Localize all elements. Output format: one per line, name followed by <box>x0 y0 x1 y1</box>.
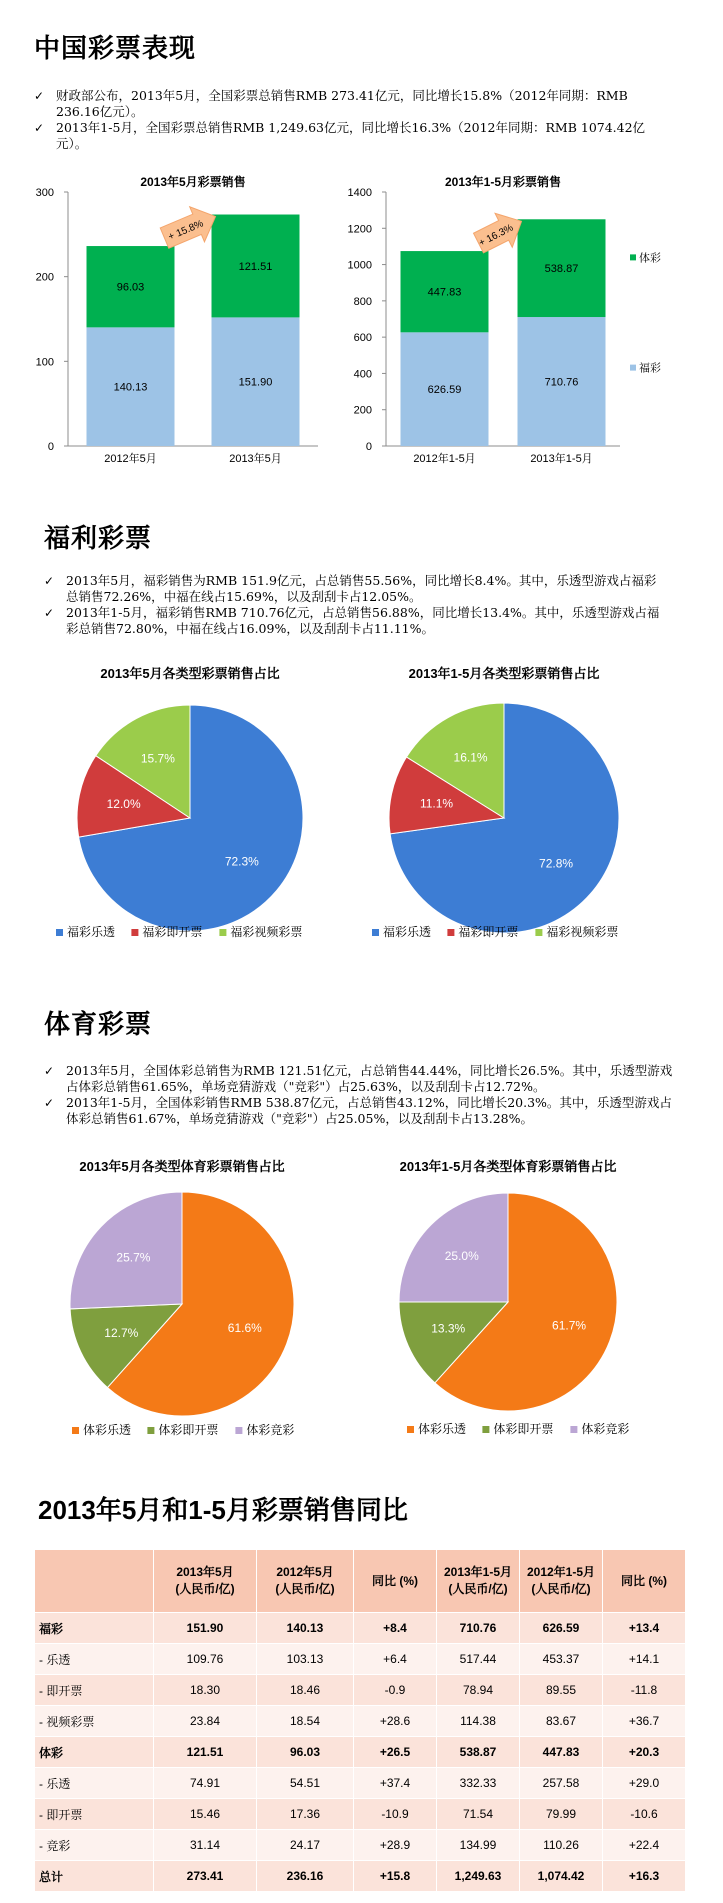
table-cell: +14.1 <box>603 1644 686 1675</box>
bar-chart-may <box>34 162 334 480</box>
table-cell: 538.87 <box>437 1737 520 1768</box>
table-cell: +20.3 <box>603 1737 686 1768</box>
legend-label: 福彩视频彩票 <box>230 925 303 939</box>
table-cell: 1,074.42 <box>520 1861 603 1892</box>
check-icon: ✓ <box>34 89 45 103</box>
welfare-title: 福利彩票 <box>44 523 153 553</box>
y-tick-label: 0 <box>47 441 54 453</box>
table-cell: 54.51 <box>257 1768 354 1799</box>
growth-label: + 16.3% <box>477 222 516 250</box>
row-label: 体彩 <box>35 1737 154 1768</box>
data-label: 121.51 <box>238 260 273 273</box>
table-cell: 236.16 <box>257 1861 354 1892</box>
table-cell: 453.37 <box>520 1644 603 1675</box>
x-tick-label: 2012年1-5月 <box>413 453 476 465</box>
pie-chart-welfare-ytd <box>360 662 680 962</box>
y-tick-label: 400 <box>353 368 372 381</box>
table-cell: 517.44 <box>437 1644 520 1675</box>
table-cell: +36.7 <box>603 1706 686 1737</box>
table-cell: +28.6 <box>354 1706 437 1737</box>
table-header-cell: 同比 (%) <box>354 1550 437 1613</box>
y-tick-label: 300 <box>35 187 54 199</box>
bullet-text: 2013年5月，福彩销售为RMB 151.9亿元，占总销售55.56%，同比增长8.4%。其中，乐透型游戏占福彩总销售72.26%，中福在线占15.69%，以及刮刮卡占12.05%。 <box>66 573 657 604</box>
data-label: 13.3% <box>431 1321 466 1336</box>
legend-swatch <box>72 1427 79 1434</box>
legend-label: 体彩竞彩 <box>246 1423 295 1437</box>
table-cell: 83.67 <box>520 1706 603 1737</box>
table-cell: 134.99 <box>437 1830 520 1861</box>
table-cell: 24.17 <box>257 1830 354 1861</box>
table-cell: 78.94 <box>437 1675 520 1706</box>
data-label: 15.7% <box>140 751 175 766</box>
bar-chart-ytd <box>340 162 685 480</box>
data-label: 25.0% <box>444 1248 479 1263</box>
table-header-row <box>35 1550 686 1613</box>
table-cell: -0.9 <box>354 1675 437 1706</box>
table-cell: 89.55 <box>520 1675 603 1706</box>
row-label: - 乐透 <box>35 1644 154 1675</box>
bullet-text: 财政部公布，2013年5月，全国彩票总销售RMB 273.41亿元，同比增长15.8%（2012年同期：RMB 236.16亿元）。 <box>56 88 628 119</box>
check-icon: ✓ <box>44 606 55 620</box>
table-row <box>35 1830 686 1861</box>
y-tick-label: 200 <box>353 404 372 417</box>
legend-label: 体彩 <box>639 252 661 265</box>
legend-swatch <box>630 254 636 260</box>
y-tick-label: 200 <box>35 271 54 284</box>
overview-bullets <box>34 88 674 152</box>
pie-chart-sports-ytd <box>370 1155 690 1450</box>
legend-swatch <box>235 1427 242 1434</box>
row-label: - 即开票 <box>35 1799 154 1830</box>
table-cell: 110.26 <box>520 1830 603 1861</box>
legend-label: 体彩乐透 <box>418 1422 467 1436</box>
pie-chart-sports-may <box>44 1155 354 1450</box>
row-label: - 视频彩票 <box>35 1706 154 1737</box>
bullet-item <box>44 605 664 637</box>
table-cell: 114.38 <box>437 1706 520 1737</box>
data-label: 140.13 <box>113 381 148 394</box>
data-label: 538.87 <box>544 263 579 276</box>
overview-title: 中国彩票表现 <box>34 33 197 63</box>
bullet-text: 2013年5月，全国体彩总销售为RMB 121.51亿元，占总销售44.44%，同比增长26.5%。其中，乐透型游戏占体彩总销售61.65%，单场竞猜游戏（"竞彩"）占25.63%，以及刮刮卡占12.72%。 <box>66 1063 673 1094</box>
chart-title: 2013年1-5月各类型体育彩票销售占比 <box>399 1159 617 1174</box>
row-label: - 即开票 <box>35 1675 154 1706</box>
data-label: 710.76 <box>544 376 579 389</box>
row-label: 福彩 <box>35 1613 154 1644</box>
growth-label: + 15.8% <box>166 218 206 243</box>
table-header-cell: 2013年5月 (人民币/亿) <box>154 1550 257 1613</box>
bullet-item <box>44 1095 674 1127</box>
table-cell: +6.4 <box>354 1644 437 1675</box>
data-label: 151.90 <box>238 376 273 389</box>
check-icon: ✓ <box>44 1064 55 1078</box>
data-label: 16.1% <box>453 750 488 765</box>
row-label: 总计 <box>35 1861 154 1892</box>
chart-title: 2013年1-5月彩票销售 <box>444 175 562 189</box>
table-header-cell: 2012年5月 (人民币/亿) <box>257 1550 354 1613</box>
table-cell: 71.54 <box>437 1799 520 1830</box>
table-cell: 257.58 <box>520 1768 603 1799</box>
legend-label: 福彩视频彩票 <box>546 925 619 939</box>
chart-title: 2013年5月各类型彩票销售占比 <box>100 666 280 681</box>
sports-title: 体育彩票 <box>44 1009 153 1039</box>
legend-swatch <box>570 1426 577 1433</box>
legend-label: 福彩乐透 <box>383 925 432 939</box>
chart-title: 2013年1-5月各类型彩票销售占比 <box>408 666 600 681</box>
table-cell: 447.83 <box>520 1737 603 1768</box>
data-label: 72.8% <box>539 856 574 871</box>
x-tick-label: 2013年1-5月 <box>530 453 593 465</box>
table-cell: 74.91 <box>154 1768 257 1799</box>
bullet-item <box>44 1063 674 1095</box>
table-title: 2013年5月和1-5月彩票销售同比 <box>38 1495 408 1525</box>
y-tick-label: 100 <box>35 356 54 369</box>
table-cell: 140.13 <box>257 1613 354 1644</box>
table-header-cell: 2012年1-5月 (人民币/亿) <box>520 1550 603 1613</box>
x-tick-label: 2012年5月 <box>104 453 157 465</box>
table-header-cell: 2013年1-5月 (人民币/亿) <box>437 1550 520 1613</box>
table-cell: -10.9 <box>354 1799 437 1830</box>
table-cell: 96.03 <box>257 1737 354 1768</box>
table-row <box>35 1799 686 1830</box>
table-cell: 626.59 <box>520 1613 603 1644</box>
data-label: 61.6% <box>227 1320 262 1335</box>
legend-swatch <box>56 929 63 936</box>
table-cell: 17.36 <box>257 1799 354 1830</box>
legend-swatch <box>482 1426 489 1433</box>
legend-swatch <box>372 929 379 936</box>
table-cell: +22.4 <box>603 1830 686 1861</box>
table-cell: +28.9 <box>354 1830 437 1861</box>
bullet-text: 2013年1-5月，全国体彩销售RMB 538.87亿元，占总销售43.12%，同比增长20.3%。其中，乐透型游戏占体彩总销售61.67%，单场竞猜游戏（"竞彩"）占25.05%，以及刮刮卡占13.28%。 <box>66 1095 672 1126</box>
table-cell: -11.8 <box>603 1675 686 1706</box>
bullet-text: 2013年1-5月，全国彩票总销售RMB 1,249.63亿元，同比增长16.3%（2012年同期：RMB 1074.42亿元）。 <box>56 120 646 151</box>
table-cell: +26.5 <box>354 1737 437 1768</box>
table-header-cell <box>35 1550 154 1613</box>
data-label: 61.7% <box>552 1318 587 1333</box>
legend-label: 福彩即开票 <box>142 925 203 939</box>
data-label: 626.59 <box>427 384 462 397</box>
check-icon: ✓ <box>44 574 55 588</box>
legend-label: 体彩竞彩 <box>581 1422 630 1436</box>
legend-label: 福彩乐透 <box>67 925 116 939</box>
table-cell: +29.0 <box>603 1768 686 1799</box>
legend-label: 体彩即开票 <box>493 1422 554 1436</box>
legend-swatch <box>535 929 542 936</box>
table-cell: +8.4 <box>354 1613 437 1644</box>
table-cell: 79.99 <box>520 1799 603 1830</box>
data-label: 447.83 <box>427 286 462 299</box>
bullet-text: 2013年1-5月，福彩销售RMB 710.76亿元，占总销售56.88%，同比增长13.4%。其中，乐透型游戏占福彩总销售72.80%，中福在线占16.09%，以及刮刮卡占11.11%。 <box>66 605 660 636</box>
table-cell: +15.8 <box>354 1861 437 1892</box>
sports-bullets <box>44 1063 674 1127</box>
x-tick-label: 2013年5月 <box>229 453 282 465</box>
table-cell: 31.14 <box>154 1830 257 1861</box>
table-row <box>35 1737 686 1768</box>
table-cell: -10.6 <box>603 1799 686 1830</box>
data-label: 96.03 <box>116 281 145 294</box>
table-cell: 151.90 <box>154 1613 257 1644</box>
sales-comparison-table <box>34 1549 686 1892</box>
legend-swatch <box>147 1427 154 1434</box>
y-tick-label: 1000 <box>347 259 372 272</box>
data-label: 11.1% <box>419 796 454 811</box>
table-row <box>35 1644 686 1675</box>
bullet-item <box>44 573 664 605</box>
data-label: 25.7% <box>116 1250 151 1265</box>
legend-swatch <box>219 929 226 936</box>
table-row <box>35 1675 686 1706</box>
row-label: - 乐透 <box>35 1768 154 1799</box>
table-cell: 710.76 <box>437 1613 520 1644</box>
legend-label: 体彩即开票 <box>158 1423 219 1437</box>
table-cell: 23.84 <box>154 1706 257 1737</box>
table-row <box>35 1861 686 1892</box>
legend-swatch <box>630 365 636 371</box>
y-tick-label: 0 <box>365 441 372 453</box>
y-tick-label: 600 <box>353 332 372 345</box>
chart-title: 2013年5月各类型体育彩票销售占比 <box>79 1159 285 1174</box>
data-label: 12.7% <box>104 1325 139 1340</box>
pie-chart-welfare-may <box>44 662 354 962</box>
check-icon: ✓ <box>34 121 45 135</box>
table-cell: 109.76 <box>154 1644 257 1675</box>
check-icon: ✓ <box>44 1096 55 1110</box>
bullet-item <box>34 88 674 120</box>
table-cell: 1,249.63 <box>437 1861 520 1892</box>
data-label: 72.3% <box>224 854 259 869</box>
welfare-bullets <box>44 573 664 637</box>
y-tick-label: 800 <box>353 295 372 308</box>
legend-label: 福彩即开票 <box>458 925 519 939</box>
table-cell: 15.46 <box>154 1799 257 1830</box>
table-cell: +16.3 <box>603 1861 686 1892</box>
table-cell: 103.13 <box>257 1644 354 1675</box>
table-row <box>35 1706 686 1737</box>
chart-title: 2013年5月彩票销售 <box>140 175 246 189</box>
legend-swatch <box>131 929 138 936</box>
y-tick-label: 1400 <box>347 187 372 199</box>
row-label: - 竞彩 <box>35 1830 154 1861</box>
table-cell: 18.46 <box>257 1675 354 1706</box>
table-cell: 18.54 <box>257 1706 354 1737</box>
legend-label: 体彩乐透 <box>83 1423 132 1437</box>
table-cell: +37.4 <box>354 1768 437 1799</box>
legend-swatch <box>407 1426 414 1433</box>
bullet-item <box>34 120 674 152</box>
table-cell: +13.4 <box>603 1613 686 1644</box>
pie-slice <box>399 1193 508 1302</box>
table-header-cell: 同比 (%) <box>603 1550 686 1613</box>
table-cell: 273.41 <box>154 1861 257 1892</box>
table-row <box>35 1768 686 1799</box>
table-cell: 121.51 <box>154 1737 257 1768</box>
legend-label: 福彩 <box>639 362 661 375</box>
legend-swatch <box>447 929 454 936</box>
data-label: 12.0% <box>106 797 141 812</box>
y-tick-label: 1200 <box>347 223 372 236</box>
table-row <box>35 1613 686 1644</box>
table-cell: 18.30 <box>154 1675 257 1706</box>
table-cell: 332.33 <box>437 1768 520 1799</box>
